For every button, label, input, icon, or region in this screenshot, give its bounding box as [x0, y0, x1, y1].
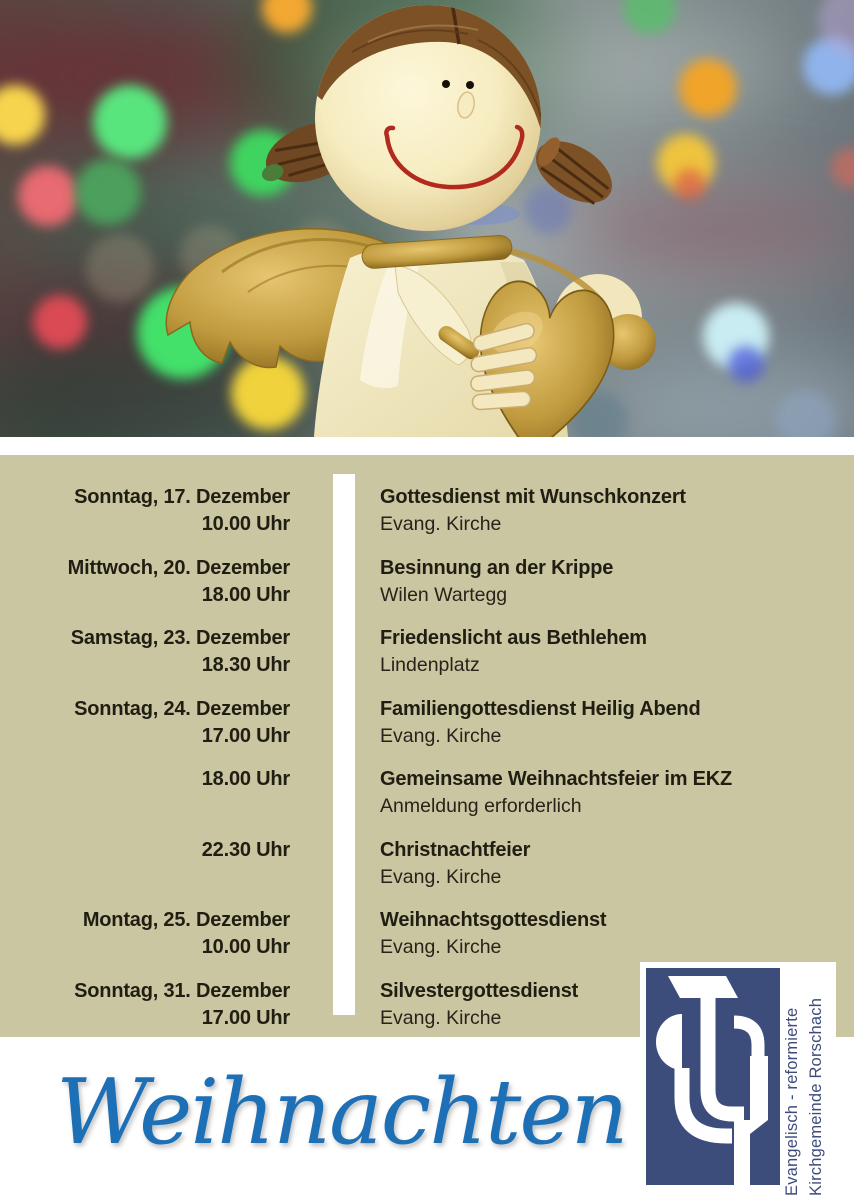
event-location: Evang. Kirche — [380, 866, 502, 888]
church-name-line2: Kirchgemeinde Rorschach — [807, 997, 825, 1196]
event-title: Gemeinsame Weihnachtsfeier im EKZ — [380, 768, 733, 790]
church-name-line1: Evangelisch - reformierte — [783, 1007, 801, 1196]
event-time: 10.00 Uhr — [201, 936, 290, 958]
event-title: Weihnachtsgottesdienst — [380, 909, 607, 931]
event-title: Christnachtfeier — [380, 839, 531, 861]
event-time: 10.00 Uhr — [201, 513, 290, 535]
event-date: Montag, 25. Dezember — [82, 909, 290, 931]
event-time: 22.30 Uhr — [201, 839, 290, 861]
headline-weihnachten: Weihnachten — [56, 1060, 627, 1165]
angel-figurine-illustration — [0, 0, 854, 437]
event-time: 18.30 Uhr — [201, 654, 290, 676]
event-date: Mittwoch, 20. Dezember — [67, 557, 290, 579]
event-location: Lindenplatz — [380, 654, 480, 676]
event-title: Silvestergottesdienst — [380, 980, 579, 1002]
angel-photo — [0, 0, 854, 437]
event-date: Sonntag, 17. Dezember — [74, 486, 290, 508]
event-location: Evang. Kirche — [380, 1007, 502, 1029]
event-time: 17.00 Uhr — [201, 1007, 290, 1029]
event-title: Gottesdienst mit Wunschkonzert — [380, 486, 686, 508]
event-date: Sonntag, 24. Dezember — [74, 698, 290, 720]
event-location: Wilen Wartegg — [380, 584, 508, 606]
event-location: Evang. Kirche — [380, 725, 502, 747]
event-title: Friedenslicht aus Bethlehem — [380, 627, 647, 649]
event-title: Familiengottesdienst Heilig Abend — [380, 698, 701, 720]
event-location: Evang. Kirche — [380, 513, 502, 535]
event-location: Anmeldung erforderlich — [380, 795, 582, 817]
vertical-divider — [333, 474, 355, 1015]
event-location: Evang. Kirche — [380, 936, 502, 958]
event-time: 17.00 Uhr — [201, 725, 290, 747]
church-logo — [640, 962, 836, 1200]
church-logo-mark — [646, 968, 780, 1185]
event-schedule-panel — [0, 455, 854, 1037]
event-time: 18.00 Uhr — [201, 768, 290, 790]
event-time: 18.00 Uhr — [201, 584, 290, 606]
church-name-vertical — [780, 966, 832, 1196]
event-title: Besinnung an der Krippe — [380, 557, 614, 579]
event-date: Samstag, 23. Dezember — [70, 627, 290, 649]
event-date: Sonntag, 31. Dezember — [74, 980, 290, 1002]
